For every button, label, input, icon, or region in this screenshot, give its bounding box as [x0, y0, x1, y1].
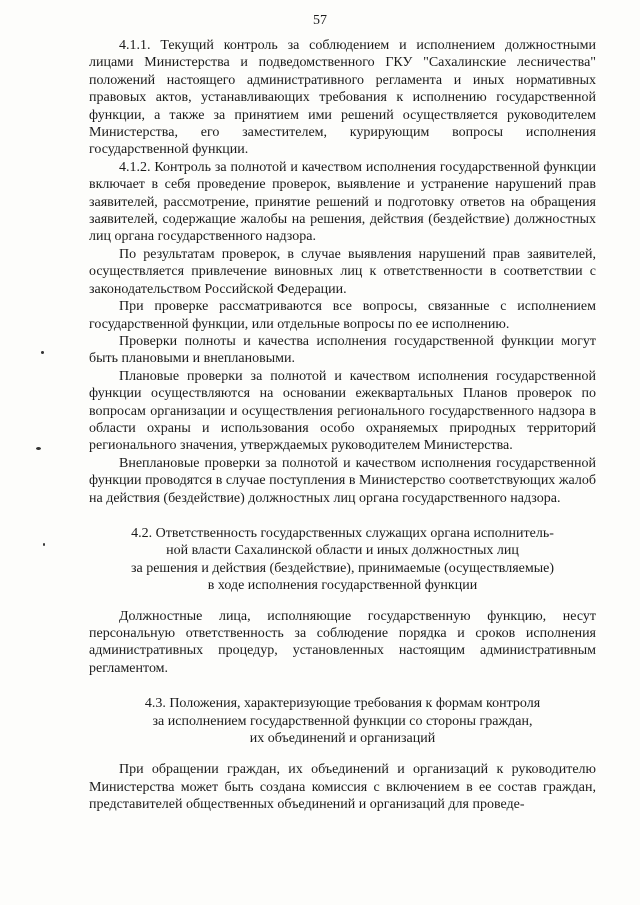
paragraph-4-3: При обращении граждан, их объединений и организаций к руководителю Министерства может быть создана комиссия с включением в ее состав граждан, представителей общественных объединений и организаций для проведе-: [89, 762, 596, 813]
heading-line: за решения и действия (бездействие), принимаемые (осуществляемые): [130, 560, 555, 576]
section-heading-4-3: [89, 695, 596, 747]
paragraph-check-results: По результатам проверок, в случае выявления нарушений прав заявителей, осуществляется привлечение виновных лиц к ответственности в соответствии с законодательством Российской Федерации.: [89, 246, 596, 297]
scan-speck: [43, 543, 45, 546]
document-body: [89, 37, 596, 814]
heading-line: 4.2. Ответственность государственных служащих органа исполнитель-: [131, 525, 554, 541]
page-number: 57: [313, 13, 327, 28]
scan-speck: [41, 351, 44, 354]
paragraph-4-1-1: 4.1.1. Текущий контроль за соблюдением и исполнением должностными лицами Министерства и подведомственного ГКУ "Сахалинские лесничества" положений настоящего административного регламента и иных нормативных правовых актов, устанавливающих требования к исполнению государственной функции, а также за принятием ими решений осуществляется руководителем Министерства, его заместителем, курирующим вопросы исполнения государственной функции.: [89, 38, 596, 158]
paragraph-unplanned-checks: Внеплановые проверки за полнотой и качеством исполнения государственной функции проводятся в случае поступления в Министерство соответствующих жалоб на действия (бездействие) должностных лиц органа государственного надзора.: [89, 455, 596, 506]
paragraph-4-2: Должностные лица, исполняющие государственную функцию, несут персональную ответственность за соблюдение порядка и сроков исполнения административных процедур, установленных настоящим административным регламентом.: [89, 608, 596, 676]
scan-speck: [36, 447, 41, 450]
paragraph-4-1-2: 4.1.2. Контроль за полнотой и качеством исполнения государственной функции включает в себя проведение проверок, выявление и устранение нарушений прав заявителей, рассмотрение, принятие решений и подготовку ответов на обращения заявителей, содержащие жалобы на решения, действия (бездействие) должностных лиц органа государственного надзора.: [89, 159, 596, 245]
heading-line: в ходе исполнения государственной функции: [207, 578, 478, 594]
heading-line: ной власти Сахалинской области и иных должностных лиц: [166, 543, 519, 559]
paragraph-planned-checks: Плановые проверки за полнотой и качеством исполнения государственной функции осуществляются на основании ежеквартальных Планов проверок по вопросам организации и осуществления регионального государственного надзора в области охраны и использования особо охраняемых природных территорий регионального значения, утверждаемых руководителем Министерства.: [89, 368, 596, 454]
section-heading-4-2: [89, 525, 596, 595]
heading-line: их объединений и организаций: [249, 731, 436, 747]
paragraph-check-questions: При проверке рассматриваются все вопросы, связанные с исполнением государственной функции, или отдельные вопросы по ее исполнению.: [89, 299, 596, 332]
paragraph-check-types: Проверки полноты и качества исполнения государственной функции могут быть плановыми и внеплановыми.: [89, 333, 596, 367]
heading-line: 4.3. Положения, характеризующие требования к формам контроля: [144, 696, 541, 712]
heading-line: за исполнением государственной функции со стороны граждан,: [152, 713, 533, 729]
